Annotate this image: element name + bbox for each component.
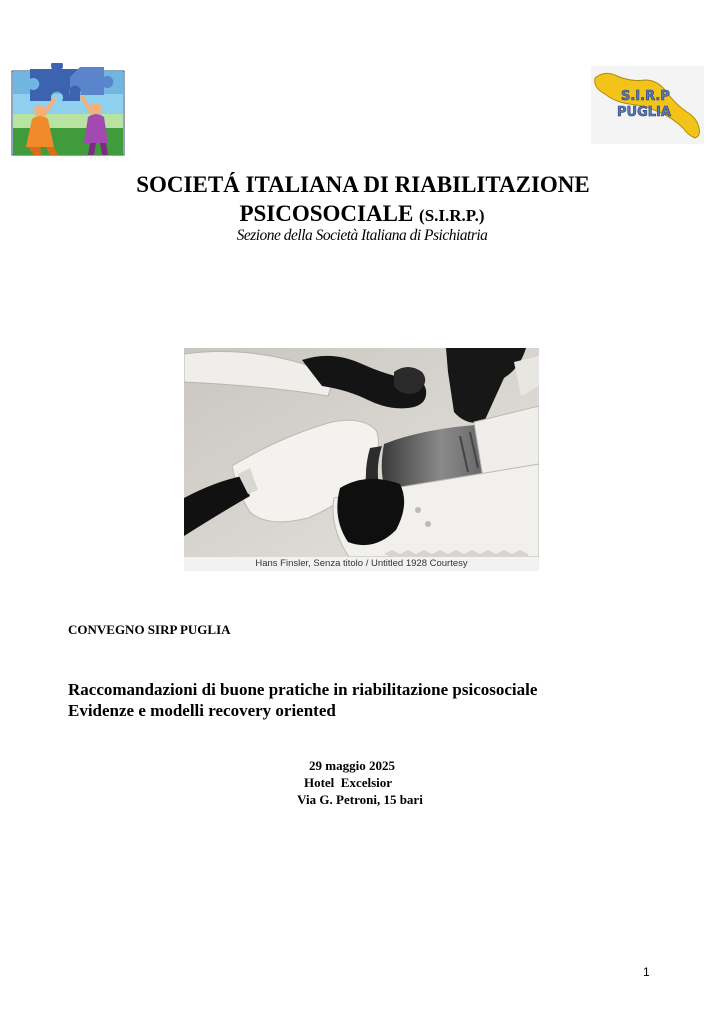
event-venue: Hotel Excelsior	[303, 775, 393, 790]
convegno-heading: CONVEGNO SIRP PUGLIA	[68, 622, 231, 637]
sirp-puglia-logo-icon	[591, 66, 704, 144]
recommendations-title	[68, 679, 537, 721]
photo-caption: Hans Finsler, Senza titolo / Untitled 1928 Courtesy	[184, 557, 539, 571]
recommendations-line-2: Evidenze e modelli recovery oriented	[68, 701, 336, 720]
svg-text:PUGLIA: PUGLIA	[617, 105, 671, 120]
title-abbreviation: (S.I.R.P.)	[419, 206, 485, 225]
tools-photograph	[184, 348, 539, 557]
svg-text:S.I.R.P: S.I.R.P	[621, 89, 670, 104]
page-number: 1	[643, 965, 650, 979]
puzzle-figures-logo-icon	[10, 63, 128, 159]
page-title-line1: SOCIETÁ ITALIANA DI RIABILITAZIONE	[136, 172, 590, 197]
page-subtitle: Sezione della Società Italiana di Psichiatria	[236, 227, 488, 244]
recommendations-line-1: Raccomandazioni di buone pratiche in riabilitazione psicosociale	[68, 680, 538, 699]
page-title-line2	[0, 200, 724, 230]
event-date: 29 maggio 2025	[309, 758, 395, 773]
event-address: Via G. Petroni, 15 bari	[297, 792, 423, 807]
title-psicosociale: PSICOSOCIALE	[239, 201, 414, 226]
